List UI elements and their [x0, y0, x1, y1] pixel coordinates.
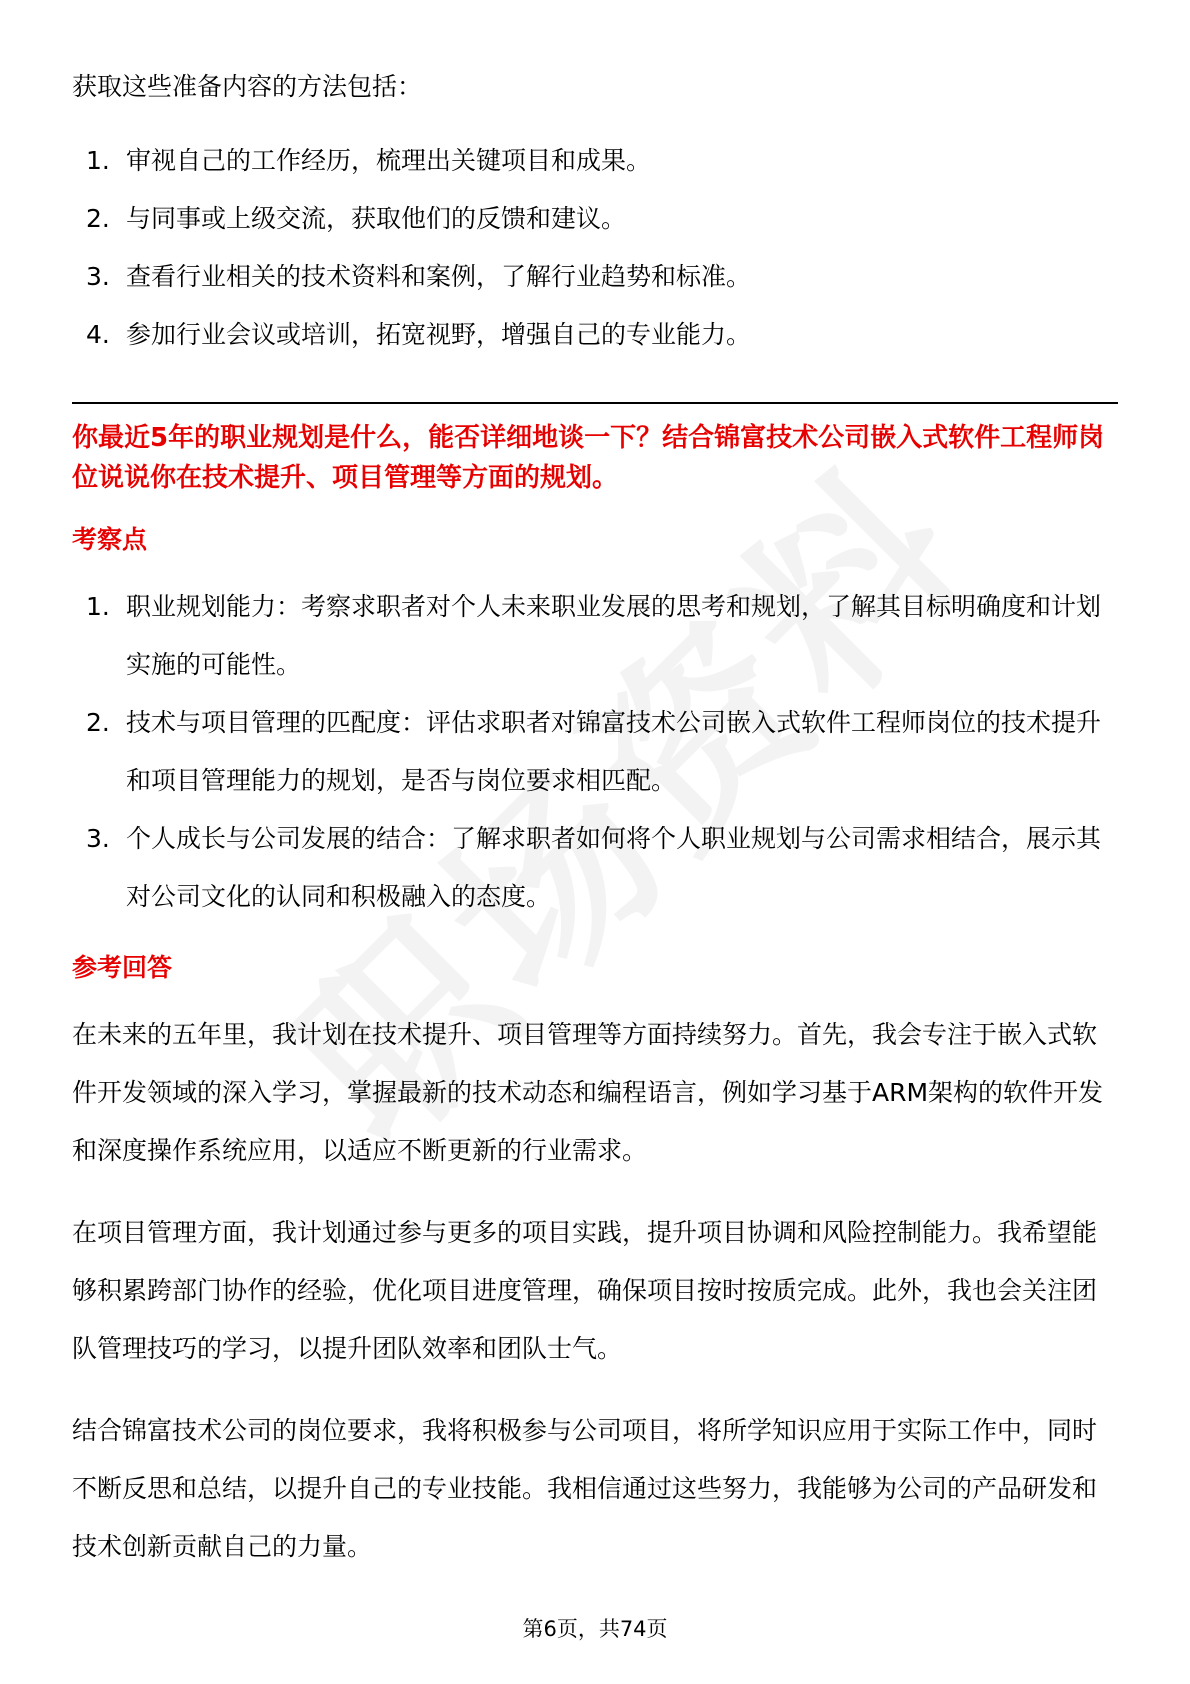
list-item: 2. 技术与项目管理的匹配度：评估求职者对锦富技术公司嵌入式软件工程师岗位的技术提升和项目管理能力的规划，是否与岗位要求相匹配。 [86, 708, 1102, 795]
question-heading: 你最近5年的职业规划是什么，能否详细地谈一下？结合锦富技术公司嵌入式软件工程师岗位说说你在技术提升、项目管理等方面的规划。 [72, 423, 1105, 493]
assessment-heading: 考察点 [72, 525, 148, 554]
page-content [72, 58, 1118, 1600]
list-item: 1. 职业规划能力：考察求职者对个人未来职业发展的思考和规划，了解其目标明确度和计划实施的可能性。 [86, 592, 1102, 679]
list-item: 3. 个人成长与公司发展的结合：了解求职者如何将个人职业规划与公司需求相结合，展示其对公司文化的认同和积极融入的态度。 [86, 824, 1102, 911]
answer-heading: 参考回答 [72, 953, 173, 982]
list-item: 3. 查看行业相关的技术资料和案例，了解行业趋势和标准。 [86, 262, 752, 291]
answer-paragraph: 结合锦富技术公司的岗位要求，我将积极参与公司项目，将所学知识应用于实际工作中，同时不断反思和总结，以提升自己的专业技能。我相信通过这些努力，我能够为公司的产品研发和技术创新贡献自己的力量。 [72, 1416, 1098, 1561]
list-item: 2. 与同事或上级交流，获取他们的反馈和建议。 [86, 204, 627, 233]
answer-paragraph: 在项目管理方面，我计划通过参与更多的项目实践，提升项目协调和风险控制能力。我希望能够积累跨部门协作的经验，优化项目进度管理，确保项目按时按质完成。此外，我也会关注团队管理技巧的学习，以提升团队效率和团队士气。 [72, 1218, 1098, 1363]
assessment-list [72, 578, 1118, 926]
page-number: 第6页，共74页 [522, 1617, 668, 1641]
intro-text: 获取这些准备内容的方法包括： [72, 72, 423, 101]
list-item: 4. 参加行业会议或培训，拓宽视野，增强自己的专业能力。 [86, 320, 752, 349]
section-divider [72, 402, 1118, 404]
methods-list [72, 132, 1118, 364]
answer-paragraph: 在未来的五年里，我计划在技术提升、项目管理等方面持续努力。首先，我会专注于嵌入式软件开发领域的深入学习，掌握最新的技术动态和编程语言，例如学习基于ARM架构的软件开发和深度操作系统应用，以适应不断更新的行业需求。 [72, 1020, 1104, 1165]
list-item: 1. 审视自己的工作经历，梳理出关键项目和成果。 [86, 146, 652, 175]
